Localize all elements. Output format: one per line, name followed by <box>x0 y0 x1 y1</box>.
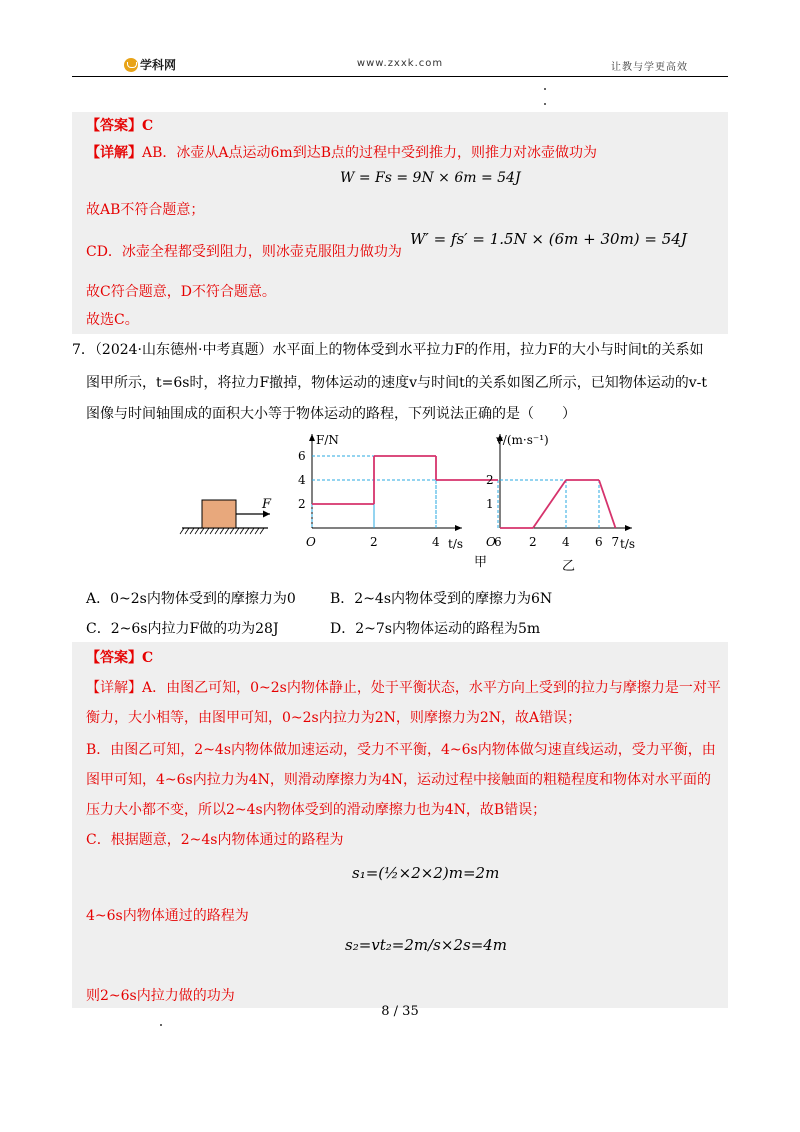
stray-dot <box>160 1024 162 1026</box>
hatch-mark <box>230 528 234 534</box>
hatch-mark <box>195 528 199 534</box>
option-a: A．0~2s内物体受到的摩擦力为0 <box>86 591 296 607</box>
hatch-mark <box>235 528 239 534</box>
detail-a-line-2: 衡力，大小相等，由图甲可知，0~2s内拉力为2N，则摩擦力为2N，故A错误； <box>86 710 582 726</box>
equation-s2: s₂=vt₂=2m/s×2s=4m <box>345 936 508 954</box>
graph-force-time <box>298 433 502 570</box>
hatch-mark <box>225 528 229 534</box>
hatch-mark <box>200 528 204 534</box>
hatch-mark <box>210 528 214 534</box>
x-tick-label: 2 <box>370 535 378 549</box>
x-tick-label: 2 <box>529 535 537 549</box>
detail-b-line-3: 压力大小都不变，所以2~4s内物体受到的滑动摩擦力也为4N，故B错误； <box>86 802 547 818</box>
equation-s1: s₁=(½×2×2)m=2m <box>352 864 500 882</box>
detail-b-line-2: 图甲可知，4~6s内拉力为4N，则滑动摩擦力为4N，运动过程中接触面的粗糙程度和物体对水平面的 <box>86 772 712 788</box>
hatch-mark <box>190 528 194 534</box>
detail-c-line-2: 4~6s内物体通过的路程为 <box>86 908 249 924</box>
y-tick-label: 1 <box>486 497 494 511</box>
answer-label: 【答案】C <box>86 650 154 666</box>
block-diagram <box>180 497 272 534</box>
hatch-mark <box>255 528 259 534</box>
detail-label: 【详解】 <box>86 145 142 161</box>
y-tick-label: 2 <box>486 473 494 487</box>
ground-hatch <box>180 528 264 534</box>
question-number: 7． <box>72 342 95 358</box>
force-label: F <box>262 497 272 512</box>
graph-caption: 甲 <box>474 555 488 570</box>
hatch-mark <box>245 528 249 534</box>
y-tick-label: 2 <box>298 497 306 511</box>
x-axis-arrow <box>455 525 462 531</box>
y-axis-label: v/(m·s⁻¹) <box>496 433 549 447</box>
hatch-mark <box>250 528 254 534</box>
question-line-1 <box>72 340 704 360</box>
conclusion-cd: 故C符合题意，D不符合题意。 <box>86 284 276 300</box>
origin-label: O <box>486 535 496 549</box>
hatch-mark <box>215 528 219 534</box>
hatch-mark <box>180 528 184 534</box>
equation-work-friction: W′ = fs′ = 1.5N × (6m + 30m) = 54J <box>410 230 687 248</box>
page-header <box>72 56 728 77</box>
header-slogan: 让教与学更高效 <box>611 62 688 73</box>
question-figure <box>72 428 728 578</box>
equation-work-push: W = Fs = 9N × 6m = 54J <box>340 170 521 186</box>
y-tick-label: 6 <box>298 449 306 463</box>
series-segment <box>599 480 616 528</box>
hatch-mark <box>220 528 224 534</box>
x-axis-label: t/s <box>620 537 636 551</box>
answer-label: 【答案】C <box>86 118 154 134</box>
page-number: 8 / 35 <box>381 1004 419 1019</box>
x-tick-label: 4 <box>432 535 440 549</box>
series-segment <box>533 480 566 528</box>
choose-answer: 故选C。 <box>86 312 139 328</box>
logo-text: 学科网 <box>140 58 177 72</box>
question-line-3: 图像与时间轴围成的面积大小等于物体运动的路程，下列说法正确的是（ ） <box>86 406 576 422</box>
object-block <box>202 500 236 528</box>
option-b: B．2~4s内物体受到的摩擦力为6N <box>330 591 553 607</box>
y-tick-label: 4 <box>298 473 306 487</box>
hatch-mark <box>185 528 189 534</box>
x-tick-label: 4 <box>562 535 570 549</box>
detail-b-line-1: B．由图乙可知，2~4s内物体做加速运动，受力不平衡，4~6s内物体做匀速直线运动，受力平衡，由 <box>86 742 716 758</box>
stray-dot <box>544 103 546 105</box>
x-tick-label: 7 <box>611 535 620 549</box>
detail-c-line-1: C．根据题意，2~4s内物体通过的路程为 <box>86 832 344 848</box>
x-axis-arrow <box>625 525 632 531</box>
hatch-mark <box>240 528 244 534</box>
detail-cd: CD．冰壶全程都受到阻力，则冰壶克服阻力做功为 <box>86 244 402 260</box>
y-axis-arrow <box>309 434 315 441</box>
x-tick-label: 6 <box>595 535 603 549</box>
question-text-1: （2024·山东德州·中考真题）水平面上的物体受到水平拉力F的作用，拉力F的大小与时间t的关系如 <box>94 342 704 358</box>
graph-velocity-time <box>486 433 635 574</box>
origin-label: O <box>306 535 316 549</box>
header-url: www.zxxk.com <box>356 58 444 69</box>
option-d: D．2~7s内物体运动的路程为5m <box>330 621 541 637</box>
detail-a-line-1: 【详解】A．由图乙可知，0~2s内物体静止，处于平衡状态，水平方向上受到的拉力与摩擦力是一对平 <box>86 680 721 696</box>
detail-ab-text: AB．冰壶从A点运动6m到达B点的过程中受到推力，则推力对冰壶做功为 <box>142 145 597 161</box>
detail-c-line-3: 则2~6s内拉力做的功为 <box>86 988 235 1004</box>
hatch-mark <box>205 528 209 534</box>
x-axis-label: t/s <box>448 537 464 551</box>
hatch-mark <box>260 528 264 534</box>
y-axis-label: F/N <box>316 433 339 447</box>
detail-ab <box>86 143 597 163</box>
graph-caption: 乙 <box>562 559 576 574</box>
option-c: C．2~6s内拉力F做的功为28J <box>86 621 279 637</box>
conclusion-ab: 故AB不符合题意； <box>86 202 205 218</box>
stray-dot <box>544 88 546 90</box>
x-tick-label: 6 <box>494 535 502 549</box>
question-line-2: 图甲所示，t=6s时，将拉力F撤掉，物体运动的速度v与时间t的关系如图乙所示，已知物体运动的v-t <box>86 375 707 391</box>
